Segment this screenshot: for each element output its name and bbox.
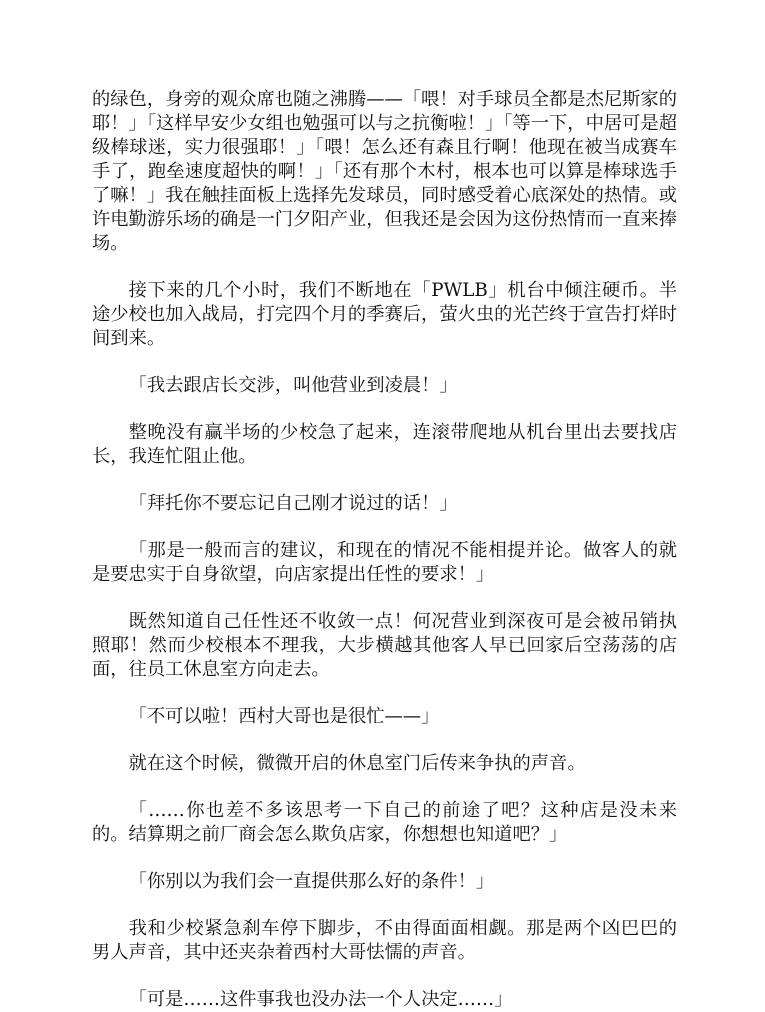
paragraph-11: 「你别以为我们会一直提供那么好的条件！」 [128,871,495,892]
paragraph-4: 整晚没有赢半场的少校急了起来，连滚带爬地从机台里出去要找店长，我连忙阻止他。 [92,422,677,467]
paragraph-10: 「……你也差不多该思考一下自己的前途了吧？这种店是没未来的。结算期之前厂商会怎么欺负店家，你想想也知道吧？」 [92,800,677,845]
paragraph-9: 就在这个时候，微微开启的休息室门后传来争执的声音。 [128,753,586,774]
paragraph-3: 「我去跟店长交涉，叫他营业到凌晨！」 [128,375,458,396]
paragraph-7: 既然知道自己任性还不收敛一点！何况营业到深夜可是会被吊销执照耶！然而少校根本不理我，大步横越其他客人早已回家后空荡荡的店面，往员工休息室方向走去。 [92,611,677,680]
paragraph-13: 「可是……这件事我也没办法一个人决定……」 [128,989,513,1010]
paragraph-6: 「那是一般而言的建议，和现在的情况不能相提并论。做客人的就是要忠实于自身欲望，向店家提出任性的要求！」 [92,540,677,585]
paragraph-2: 接下来的几个小时，我们不断地在「PWLB」机台中倾注硬币。半途少校也加入战局，打完四个月的季赛后，萤火虫的光芒终于宣告打烊时间到来。 [92,280,677,349]
paragraph-8: 「不可以啦！西村大哥也是很忙——」 [128,706,440,727]
paragraph-12: 我和少校紧急刹车停下脚步，不由得面面相觑。那是两个凶巴巴的男人声音，其中还夹杂着西村大哥怯懦的声音。 [92,918,677,963]
paragraph-1: 的绿色，身旁的观众席也随之沸腾——「喂！对手球员全都是杰尼斯家的耶！」「这样早安少女组也勉强可以与之抗衡啦！」「等一下，中居可是超级棒球迷，实力很强耶！」「喂！怎么还有森且行啊！他现在被当成赛车手了，跑垒速度超快的啊！」「还有那个木村，根本也可以算是棒球选手了嘛！」我在触挂面板上选择先发球员，同时感受着心底深处的热情。或许电勤游乐场的确是一门夕阳产业，但我还是会因为这份热情而一直来捧场。 [92,89,677,254]
paragraph-5: 「拜托你不要忘记自己刚才说过的话！」 [128,493,458,514]
